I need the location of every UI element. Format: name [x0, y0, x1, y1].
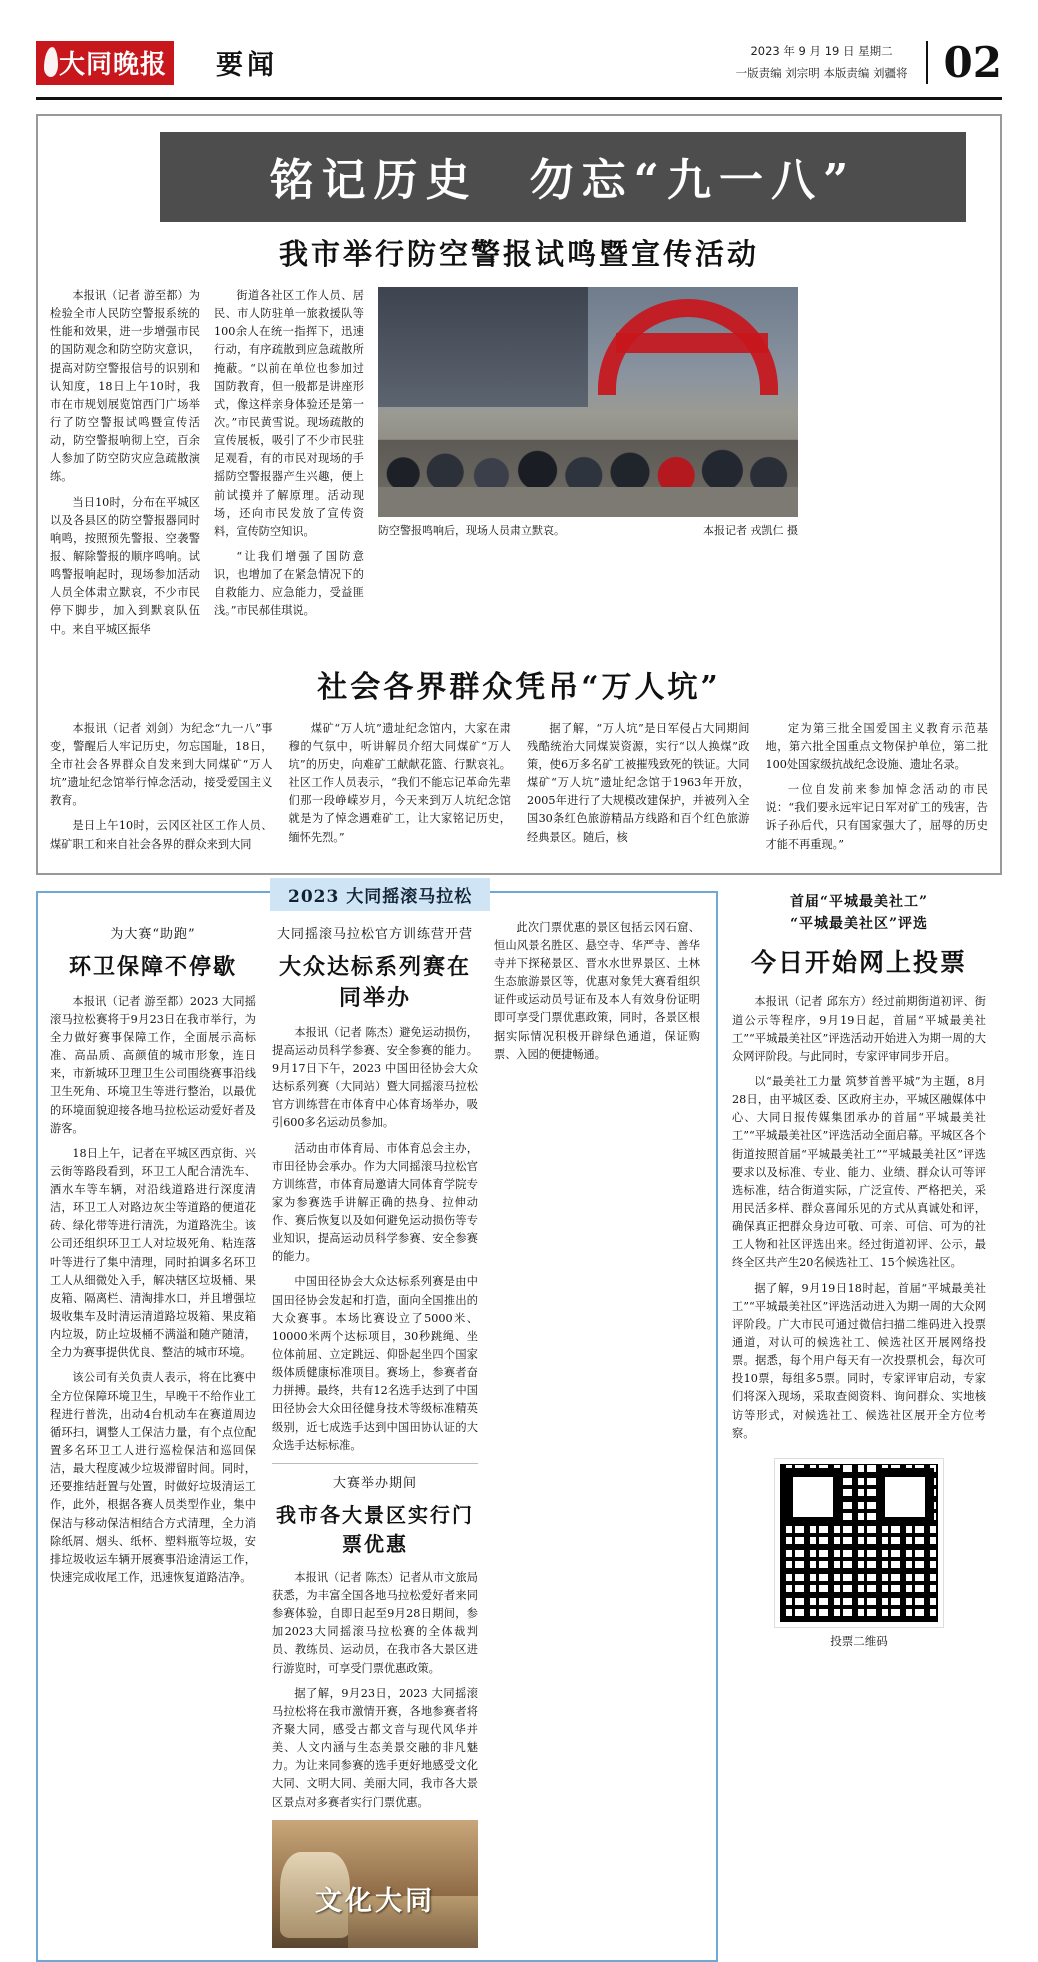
- marathon-article-2: [272, 1024, 478, 1455]
- paragraph: “让我们增强了国防意识，也增加了在紧急情况下的自救能力、应急能力，受益匪浅。”市民郝佳琪说。: [214, 549, 364, 618]
- paragraph: 本报讯（记者 陈杰）避免运动损伤，提高运动员科学参赛、安全参赛的能力。9月17日下午，2023 中国田径协会大众达标系列赛（大同站）暨大同摇滚马拉松官方训练营在市体育中心体育场举办，吸引600多名运动员参加。: [272, 1025, 478, 1130]
- masthead: [36, 38, 1002, 100]
- headline-primary: 我市举行防空警报试鸣暨宣传活动: [278, 237, 759, 271]
- article2-column-3: [527, 720, 750, 861]
- feature-photo: [378, 287, 798, 517]
- marathon-columns: [50, 919, 704, 1948]
- article1-column-2: [214, 287, 364, 646]
- headline-secondary: 社会各界群众凭吊“万人坑”: [317, 669, 721, 705]
- photo-overlay-text: 文化大同: [315, 1885, 435, 1917]
- paragraph: 以“最美社工力量 筑梦首善平城”为主题，8月28日，由平城区委、区政府主办，平城区融媒体中心、大同日报传媒集团承办的首届“平城最美社工”“平城最美社区”评选活动全面启幕。平城区各个街道按照首届“平城最美社工”“平城最美社区”评选要求以及标准、专业、能力、业绩、群众认可等评选标准，结合街道实际，广泛宣传、严格把关，采用民活多样、群众喜闻乐见的方式从真诚处和评，确保真正把群众身边可敬、可亲、可信、可为的社工人物和社区评选出来。经过街道初评、公示，最终全区共产生20名候选社工、15个候选社区。: [732, 1075, 986, 1270]
- paragraph: 据了解，9月19日18时起，首届“平城最美社工”“平城最美社区”评选活动进入为期一周的大众网评阶段。广大市民可通过微信扫描二维码进入投票通道，对认可的候选社工、候选社区开展网络投票。据悉，每个用户每天有一次投票机会，每次可投10票，每组多5票。同时，专家评审启动，专家们将深入现场，采取查阅资料、询问群众、实地核访等形式，对候选社工、候选社区展开全方位考察。: [732, 1281, 986, 1440]
- page-number: 02: [943, 37, 1002, 87]
- marathon-column-1: [50, 919, 256, 1948]
- masthead-meta: [736, 41, 928, 85]
- paragraph: 一位自发前来参加悼念活动的市民说：“我们要永远牢记日军对矿工的残害，告诉子孙后代，只有国家强大了，屈辱的历史才能不再重现。”: [765, 783, 988, 851]
- marathon-article-3-part2: [494, 919, 700, 1064]
- article2-column-1: [50, 720, 273, 861]
- paragraph: 本报讯（记者 游至都）2023 大同摇滚马拉松赛将于9月23日在我市举行，为全力做好赛事保障工作，全面展示高标准、高品质、高颜值的城市形象，连日来，市新城环卫理卫生公司围绕赛事沿线卫生死角、环境卫生等进行整治，以最优的环境面貌迎接各地马拉松运动爱好者及游客。: [50, 994, 256, 1135]
- paragraph: 本报讯（记者 刘剑）为纪念“九一八”事变，警醒后人牢记历史，勿忘国耻，18日，全市社会各界群众自发来到大同煤矿“万人坑”遗址纪念馆举行悼念活动，接受爱国主义教育。: [50, 721, 273, 808]
- newspaper-logo: [36, 41, 174, 85]
- photo-ground: [378, 487, 798, 517]
- feature-block: [36, 114, 1002, 875]
- paragraph: 该公司有关负责人表示，将在比赛中全方位保障环境卫生，早晚干不给作业工程进行普洗，出动4台机动车在赛道周边循环扫，调整人工保洁力量，有个点位配置多名环卫工人进行巡检保洁和巡回保洁，最大程度减少垃圾滞留时间。同时，还要推结赶置与处置，时做好垃圾清运工作，此外，根据各赛人员类型作业，集中保洁与移动保洁相结合方式清理，全力消除纸屑、烟头、纸杯、塑料瓶等垃圾，安排垃圾收运车辆开展赛事沿途清运工作，快速完成收尾工作，迅速恢复道路洁净。: [50, 1371, 256, 1585]
- photo-caption: [378, 517, 798, 538]
- marathon-article-3-part1: [272, 1569, 478, 1812]
- vote-article-text: [732, 993, 986, 1442]
- qr-caption: 投票二维码: [830, 1633, 888, 1648]
- paragraph: 本报讯（记者 邱东方）经过前期街道初评、街道公示等程序，9月19日起，首届“平城最美社工”“平城最美社区”评选活动开始进入为期一周的大众网评阶段。与此同时，专家评审同步开启。: [732, 995, 986, 1063]
- section-title: 要闻: [216, 50, 278, 81]
- paragraph: 定为第三批全国爱国主义教育示范基地，第六批全国重点文物保护单位，第二批100处国家级抗战纪念设施、遗址名录。: [765, 721, 988, 771]
- photo-red-banner: [616, 333, 768, 353]
- paragraph: 当日10时，分布在平城区以及各县区的防空警报器同时响鸣，按照预先警报、空袭警报、解除警报的顺序鸣响。试鸣警报响起时，现场参加活动人员全体肃立默哀，不少市民停下脚步，加入到默哀队伍中。来自平城区振华: [50, 495, 200, 636]
- vote-article-block: [732, 891, 986, 1962]
- paragraph: 18日上午，记者在平城区西京街、兴云街等路段看到，环卫工人配合清洗车、酒水车等车辆，对沿线道路进行深度清洁，环卫工人对路边灰尘等道路的便道花砖、绿化带等进行清洗，为道路洗尘。该公司还组织环卫工人对垃圾死角、粘连落叶等进行了集中清理，同时拍调多名环卫工人从细微处入手，解决辖区垃圾桶、果皮箱、隔离栏、清淘排水口，并且增强垃圾收集车及时清运清道路垃圾箱、果皮箱内垃圾，防止垃圾桶不满溢和随产随清，全力为赛事提供优良、整洁的城市环境。: [50, 1146, 256, 1360]
- date-line: 2023 年 9 月 19 日 星期二: [750, 43, 893, 58]
- marathon-column-2: [272, 919, 478, 1948]
- paragraph: 此次门票优惠的景区包括云冈石窟、恒山风景名胜区、悬空寺、华严寺、善华寺并下探秘景区、晋水水世界景区、土林生态旅游景区等，优惠对象凭大赛看组织证件或运动员号证布及本人有效身份证明即可享受门票优惠政策，同时，各景区根据实际情况积极开辟绿色通道，保证购票、入园的便捷畅通。: [494, 920, 700, 1061]
- paragraph: 街道各社区工作人员、居民、市人防驻单一旅救援队等100余人在统一指挥下，迅速行动，有序疏散到应急疏散所掩蔽。“以前在单位也参加过国防教育，但一般都是讲座形式，像这样亲身体验还是第一次。”市民黄雪说。现场疏散的宣传展板，吸引了不少市民驻足观看，有的市民对现场的手摇防空警报器产生兴趣，便上前试摸并了解原理。活动现场，还向市民发放了宣传资料，宣传防空知识。: [214, 289, 364, 538]
- vote-kicker-line-1: 首届“平城最美社工”: [789, 893, 929, 910]
- marathon-block: [36, 886, 718, 1962]
- subhead-2: 大众达标系列赛在同举办: [278, 953, 471, 1011]
- divider: [272, 1463, 478, 1464]
- kicker-3: 大赛举办期间: [332, 1475, 417, 1491]
- marathon-tab-label: 2023 大同摇滚马拉松: [270, 878, 490, 911]
- caption-credit: 本报记者 戎凯仁 摄: [703, 524, 798, 537]
- paragraph: 活动由市体育局、市体育总会主办，市田径协会承办。作为大同摇滚马拉松官方训练营，市体育局邀请大同体育学院专家为参赛选手讲解正确的热身、拉伸动作、赛后恢复以及如何避免运动损伤等专业知识，提高运动员科学参赛、安全参赛的能力。: [272, 1141, 478, 1264]
- article2-column-2: [289, 720, 512, 861]
- kicker-1: 为大赛“助跑”: [110, 926, 196, 942]
- paragraph: 煤矿“万人坑”遗址纪念馆内，大家在肃穆的气氛中，听讲解员介绍大同煤矿“万人坑”的历史，向难矿工献献花篮、行默哀礼。社区工作人员表示，“我们不能忘记革命先辈们那一段峥嵘岁月，今天来到万人坑纪念馆就是为了悼念遇难矿工，让大家铭记历史，缅怀先烈。”: [288, 721, 511, 844]
- lower-section: [36, 886, 1002, 1962]
- culture-datong-photo: [272, 1820, 478, 1948]
- logo-text: 大同晚报: [58, 50, 167, 80]
- paragraph: 中国田径协会大众达标系列赛是由中国田径协会发起和打造，面向全国推出的大众赛事。本场比赛设立了5000米、10000米两个达标项目，30秒跳绳、坐位体前屈、立定跳远、仰卧起坐四个国家级体质健康标准项目。赛场上，参赛者奋力拼搏。最终，共有12名选手达到了中国田径协会大众田径健身技术等级标准精英级别，近七成选手达到中国田协认证的大众选手达标标准。: [272, 1275, 478, 1452]
- qr-wrap: [732, 1459, 986, 1649]
- photo-crowd: [378, 405, 798, 491]
- qr-code-image[interactable]: [775, 1459, 943, 1627]
- paragraph: 据了解，“万人坑”是日军侵占大同期间残酷统治大同煤炭资源，实行“以人换煤”政策，使6万多名矿工被摧残致死的铁证。大同煤矿“万人坑”遗址纪念馆于1963年开放，2005年进行了大规模改建保护，并被列入全国30条红色旅游精品方线路和百个红色旅游经典景区。随后，核: [527, 721, 750, 844]
- paragraph: 据了解，9月23日，2023 大同摇滚马拉松将在我市激情开赛，各地参赛者将齐聚大同，感受古都文音与现代风华并美、人文内涵与生态美景交融的非凡魅力。为让来同参赛的选手更好地感受文化大同、文明大同、美丽大同，我市各大景区景点对多赛者实行门票优惠。: [272, 1686, 478, 1809]
- kicker-2: 大同摇滚马拉松官方训练营开营: [276, 926, 473, 942]
- vote-headline: 今日开始网上投票: [750, 948, 967, 978]
- marathon-column-3: [494, 919, 700, 1948]
- vote-kicker-line-2: “平城最美社区”评选: [789, 916, 929, 933]
- paragraph: 是日上午10时，云冈区社区工作人员、煤矿职工和来自社会各界的群众来到大同: [50, 819, 273, 851]
- article1-column-1: [50, 287, 200, 646]
- flame-icon: [44, 47, 58, 77]
- feature-banner: 铭记历史 勿忘“九一八”: [160, 132, 966, 222]
- caption-text: 防空警报鸣响后，现场人员肃立默哀。: [378, 524, 565, 537]
- article2-column-4: [766, 720, 989, 861]
- photo-building: [378, 287, 588, 407]
- editors-line: 一版责编 刘宗明 本版责编 刘疆将: [735, 65, 908, 80]
- subhead-1: 环卫保障不停歇: [68, 953, 237, 980]
- vote-kicker: [732, 891, 986, 936]
- masthead-right: [735, 37, 1002, 87]
- article2-columns: [50, 720, 988, 861]
- subhead-3: 我市各大景区实行门票优惠: [276, 1502, 474, 1556]
- feature-photo-wrap: [378, 287, 798, 646]
- paragraph: 本报讯（记者 游至都）为检验全市人民防空警报系统的性能和效果，进一步增强市民的国防观念和防空防灾意识，提高对防空警报信号的识别和认知度，18日上午10时，我市在市规划展览馆西门广场举行了防空警报试鸣暨宣传活动，防空警报响彻上空，百余人参加了防空防灾应急疏散演练。: [50, 289, 200, 484]
- feature-body: [50, 287, 988, 646]
- paragraph: 本报讯（记者 陈杰）记者从市文旅局获悉，为丰富全国各地马拉松爱好者来同参赛体验，自即日起至9月28日期间，参加2023大同摇滚马拉松赛的全体裁判员、教练员、运动员，在我市各大景区进行游览时，可享受门票优惠政策。: [272, 1570, 478, 1675]
- marathon-article-1: [50, 993, 256, 1588]
